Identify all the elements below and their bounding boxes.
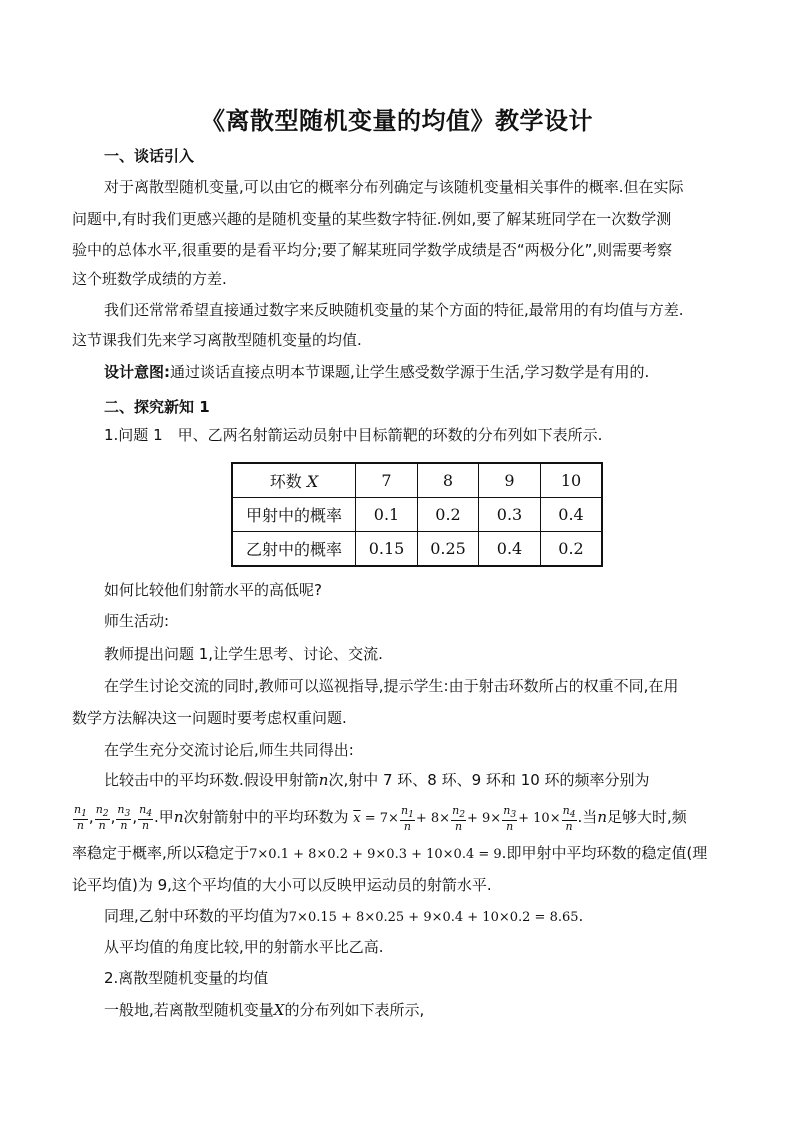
var-n: n: [597, 808, 607, 826]
paragraph-line: 验中的总体水平,很重要的是看平均分;要了解某班同学数学成绩是否“两极分化”,则需要考察: [72, 241, 673, 259]
fraction: $\frac{n_3}{n}$: [117, 802, 131, 833]
stable-text-3: .即甲射中平均环数的稳定值(理: [501, 844, 708, 862]
design-intent: [104, 362, 649, 382]
paragraph-line: 对于离散型随机变量,可以由它的概率分布列确定与该随机变量相关事件的概率.但在实际: [104, 178, 684, 196]
table-header-row: [232, 463, 602, 498]
teacher-text: 教师提出问题 1,让学生思考、讨论、交流.: [104, 645, 383, 663]
fraction: $\frac{n_2}{n}$: [95, 802, 109, 833]
activity-label: 师生活动:: [104, 612, 170, 630]
paragraph-line: 从平均值的角度比较,甲的射箭水平比乙高.: [104, 938, 384, 956]
distribution-table: [231, 462, 603, 567]
design-intent-label: 设计意图:: [104, 363, 170, 381]
paragraph-line: 我们还常常希望直接通过数字来反映随机变量的某个方面的特征,最常用的有均值与方差.: [104, 301, 684, 319]
table-cell: 8: [418, 463, 479, 498]
paragraph-line: 这节课我们先来学习离散型随机变量的均值.: [72, 331, 362, 349]
same-formula: 7×0.15 + 8×0.25 + 9×0.4 + 10×0.2 = 8.65: [288, 910, 579, 925]
table-row-label: 甲射中的概率: [232, 498, 356, 532]
stable-text-2: 稳定于: [204, 844, 250, 862]
table-cell: 0.3: [479, 498, 541, 532]
paragraph-line: 问题中,有时我们更感兴趣的是随机变量的某些数字特征.例如,要了解某班同学在一次数学测: [72, 210, 672, 228]
section-heading-intro: 一、谈话引入: [104, 147, 195, 165]
general-text: 一般地,若离散型随机变量: [104, 1001, 274, 1019]
compare-text: 比较击中的平均环数.假设甲射箭: [104, 771, 319, 789]
compare-text-2: 次,射中 7 环、8 环、9 环和 10 环的频率分别为: [328, 771, 650, 789]
table-cell: 0.15: [356, 532, 418, 567]
when-text: .当: [577, 808, 598, 826]
same-end: .: [578, 907, 584, 925]
var-n: n: [173, 808, 184, 826]
paragraph-line: 数学方法解决这一问题时要考虑权重问题.: [72, 709, 347, 727]
table-cell: 0.2: [418, 498, 479, 532]
same-line: [104, 906, 583, 928]
problem-statement: 1.问题 1 甲、乙两名射箭运动员射中目标箭靶的环数的分布列如下表所示.: [104, 426, 603, 444]
mean-eq: = 7×: [364, 811, 399, 826]
conclude-text: 在学生充分交流讨论后,师生共同得出:: [104, 741, 354, 759]
general-line: [104, 1000, 424, 1020]
header-label: 环数: [269, 472, 302, 491]
xbar: $\overline{x}$: [196, 847, 205, 862]
compare-line: [104, 770, 650, 790]
same-text: 同理,乙射中环数的平均值为: [104, 907, 289, 925]
table-cell: 10: [541, 463, 603, 498]
paragraph-line: 这个班数学成绩的方差.: [72, 270, 227, 288]
table-cell: 0.4: [479, 532, 541, 567]
stable-formula: 7×0.1 + 8×0.2 + 9×0.3 + 10×0.4 = 9: [249, 847, 502, 862]
table-row: [232, 532, 602, 567]
general-text-2: 的分布列如下表所示,: [284, 1001, 425, 1019]
design-intent-text: 通过谈话直接点明本节课题,让学生感受数学源于生活,学习数学是有用的.: [170, 363, 650, 381]
table-header-cell: [232, 463, 356, 498]
freq-text: 次射箭射中的平均环数为: [183, 808, 349, 826]
table-row-label: 乙射中的概率: [232, 532, 356, 567]
xbar: $\overline{x}$: [353, 811, 361, 826]
var-n: n: [318, 771, 329, 789]
frequency-line: $\frac{n_1}{n}$ , $\frac{n_2}{n}$ , $\frac{n_3}{n}$ , $\frac{n_4}{n}$ .甲n次射箭射中的平均环数为 $\overline{x} = 7\times$ $\frac{n_1}{n}$ + 8× $\frac{n_2}{n}$ + 9× $\frac{n_3}{n}$ + 10× $\frac{n_4}{n}$ .当n足够大时,频: [74, 802, 687, 834]
fraction: $\frac{n_1}{n}$: [74, 802, 87, 833]
table-cell: 0.1: [356, 498, 418, 532]
var-x: X: [273, 1001, 285, 1019]
question-text: 如何比较他们射箭水平的高低呢?: [104, 581, 322, 599]
header-var: X: [306, 472, 319, 491]
table-cell: 9: [479, 463, 541, 498]
table-cell: 0.2: [541, 532, 603, 567]
table-row: [232, 498, 602, 532]
page-title: 《离散型随机变量的均值》教学设计: [201, 106, 593, 135]
stable-text: 率稳定于概率,所以: [72, 844, 197, 862]
stable-line: [72, 843, 707, 865]
mean-formula: $\overline{x} = 7\times$ $\frac{n_1}{n}$ + 8× $\frac{n_2}{n}$ + 9× $\frac{n_3}{n}$ + 10× $\frac{n_4}{n}$: [353, 803, 576, 834]
freq-mid: .甲: [154, 808, 174, 826]
table-cell: 0.25: [418, 532, 479, 567]
table-cell: 0.4: [541, 498, 603, 532]
section-heading-explore: 二、探究新知 1: [104, 398, 210, 416]
paragraph-line: 论平均值)为 9,这个平均值的大小可以反映甲运动员的射箭水平.: [72, 876, 492, 894]
when-text-2: 足够大时,频: [606, 808, 687, 826]
fraction: $\frac{n_4}{n}$: [139, 802, 153, 833]
subsection-heading: 2.离散型随机变量的均值: [104, 969, 269, 987]
paragraph-line: 在学生讨论交流的同时,教师可以巡视指导,提示学生:由于射击环数所占的权重不同,在用: [104, 677, 679, 695]
table-cell: 7: [356, 463, 418, 498]
